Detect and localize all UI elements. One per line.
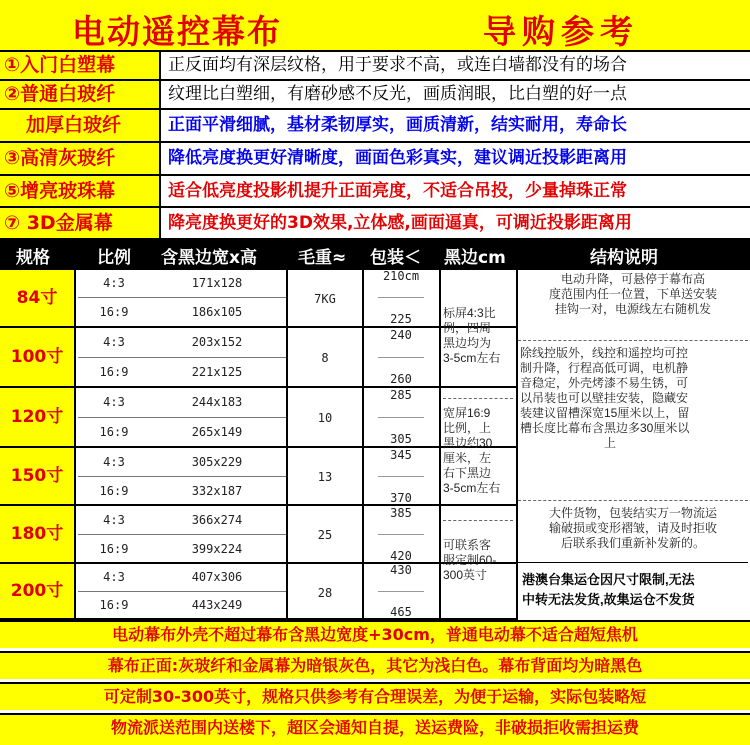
package-cell: 345 [390,448,412,462]
type-row [0,176,750,208]
package-cell: 240 [390,328,412,342]
package-cell: 370 [390,491,412,505]
package-cell: 420 [390,549,412,563]
type-desc: 正反面均有深层纹格，用于要求不高，或连白墙都没有的场合 [168,55,627,75]
footer-line: 电动幕布外壳不超过幕布含黑边宽度+30cm，普通电动幕不适合超短焦机 [0,620,750,648]
structure-note: 大件货物，包装结实万一物流运 输破损或变形褶皱，请及时拒收 后联系我们重新补发新的。 [548,506,717,550]
type-label: ②普通白玻纤 [0,81,161,108]
type-row [0,81,750,110]
ratio-cell: 4:3 [103,570,125,584]
type-desc: 适合低亮度投影机提升正面亮度，不适合吊投，少量掉珠正常 [168,181,627,201]
header-title-left: 电动遥控幕布 [72,12,282,51]
package-cell: 210cm [382,269,420,283]
row-line [78,476,286,477]
ratio-cell: 4:3 [103,395,125,409]
col-header: 结构说明 [590,248,658,268]
ratio-cell: 16:9 [99,305,129,319]
type-row [0,52,750,81]
row-line [78,297,286,298]
size-cell: 100寸 [0,328,76,388]
ratio-cell: 16:9 [99,365,129,379]
col-header: 规格 [16,248,50,268]
header-title-right: 导购参考 [483,12,639,51]
type-desc: 降低亮度换更好清晰度，画面色彩真实，建议调近投影距离用 [168,148,627,168]
ratio-cell: 4:3 [103,513,125,527]
ratio-cell: 16:9 [99,425,129,439]
dimension-cell: 221x125 [191,365,243,379]
dashed-divider [443,398,513,399]
border-note: 宽屏16:9 比例，上 黑边约30 厘米，左 右下黑边 3-5cm左右 [443,406,501,495]
ratio-cell: 4:3 [103,276,125,290]
type-row [0,143,750,176]
weight-cell: 13 [317,470,333,484]
weight-cell: 28 [317,586,333,600]
col-header: 包装＜ [370,248,421,268]
type-row [0,208,750,240]
weight-cell: 25 [317,528,333,542]
size-cell: 180寸 [0,506,76,564]
dashed-divider [518,500,748,501]
dimension-cell: 186x105 [191,305,243,319]
dimension-cell: 366x274 [191,513,243,527]
package-cell: 385 [390,506,412,520]
column-divider [286,270,288,620]
type-desc: 纹理比白塑细，有磨砂感不反光，画质润眼，比白塑的好一点 [168,84,627,104]
footer-line: 幕布正面:灰玻纤和金属幕为暗银灰色，其它为浅白色。幕布背面均为暗黑色 [0,651,750,679]
ratio-cell: 16:9 [99,484,129,498]
dimension-cell: 305x229 [191,455,243,469]
column-divider [516,270,518,620]
dimension-cell: 265x149 [191,425,243,439]
row-line [78,357,286,358]
size-cell: 84寸 [0,270,76,328]
column-divider [439,270,441,620]
weight-cell: 7KG [314,292,336,306]
size-cell: 120寸 [0,388,76,448]
footer-line: 可定制30-300英寸，规格只供参考有合理误差，为便于运输，实际包装略短 [0,682,750,710]
border-note: 标屏4:3比 例，四周 黑边均为 3-5cm左右 [443,306,501,365]
type-row [0,110,750,143]
package-line [378,357,424,358]
package-line [378,297,424,298]
size-cell: 150寸 [0,448,76,506]
divider [518,562,748,563]
dimension-cell: 171x128 [191,276,243,290]
ratio-cell: 16:9 [99,542,129,556]
type-label: ⑤增亮玻珠幕 [0,176,161,206]
border-note: 可联系客 服定制60- 300英寸 [443,538,497,582]
package-line [378,476,424,477]
col-header: 含黑边宽x高 [161,248,257,268]
header-banner [0,0,750,52]
package-cell: 305 [390,432,412,446]
dimension-cell: 244x183 [191,395,243,409]
structure-note: 电动升降，可悬停于幕布高 度范围内任一位置，下单送安装 挂钩一对，电源线左右随机发 [548,272,717,316]
type-label: ①入门白塑幕 [0,52,161,79]
dimension-cell: 203x152 [191,335,243,349]
row-line [78,591,286,592]
row-line [76,386,518,388]
dashed-divider [443,520,513,521]
dimension-cell: 443x249 [191,598,243,612]
dimension-cell: 332x187 [191,484,243,498]
weight-cell: 10 [317,411,333,425]
structure-note-bold: 港澳台集运仓因尺寸限制,无法 中转无法发货,故集运仓不发货 [522,572,695,607]
dashed-divider [518,340,748,341]
type-desc: 降亮度换更好的3D效果,立体感,画面逼真，可调近投影距离用 [168,213,632,233]
col-header: 比例 [97,248,131,268]
dimension-cell: 407x306 [191,570,243,584]
package-cell: 260 [390,372,412,386]
ratio-cell: 4:3 [103,335,125,349]
package-line [378,417,424,418]
ratio-cell: 4:3 [103,455,125,469]
type-desc: 正面平滑细腻，基材柔韧厚实，画质清新，结实耐用，寿命长 [168,115,627,135]
col-header: 毛重≈ [298,248,347,268]
row-line [78,534,286,535]
package-cell: 285 [390,388,412,402]
size-cell: 200寸 [0,564,76,620]
type-label: 加厚白玻纤 [0,110,161,141]
package-cell: 430 [390,563,412,577]
package-line [378,591,424,592]
weight-cell: 8 [321,351,329,365]
type-label: ③高清灰玻纤 [0,143,161,174]
structure-note: 除线控版外，线控和遥控均可控 制升降，行程高低可调，电机静 音稳定，外壳烤漆不易生锈，可 以吊装也可以壁挂安装，隐藏安 装建议留槽深宽15厘米以上，留 槽长度比幕布含黑边多30厘米以 上 [520,346,690,450]
row-line [76,504,518,506]
table-header [0,240,750,270]
dimension-cell: 399x224 [191,542,243,556]
type-label: ⑦ 3D金属幕 [0,208,161,238]
ratio-cell: 16:9 [99,598,129,612]
package-line [378,534,424,535]
package-cell: 225 [390,312,412,326]
footer-line: 物流派送范围内送楼下，超区会通知自提，送运费险，非破损拒收需担运费 [0,713,750,745]
row-line [78,417,286,418]
package-cell: 465 [390,605,412,619]
col-header: 黑边cm [444,248,506,268]
